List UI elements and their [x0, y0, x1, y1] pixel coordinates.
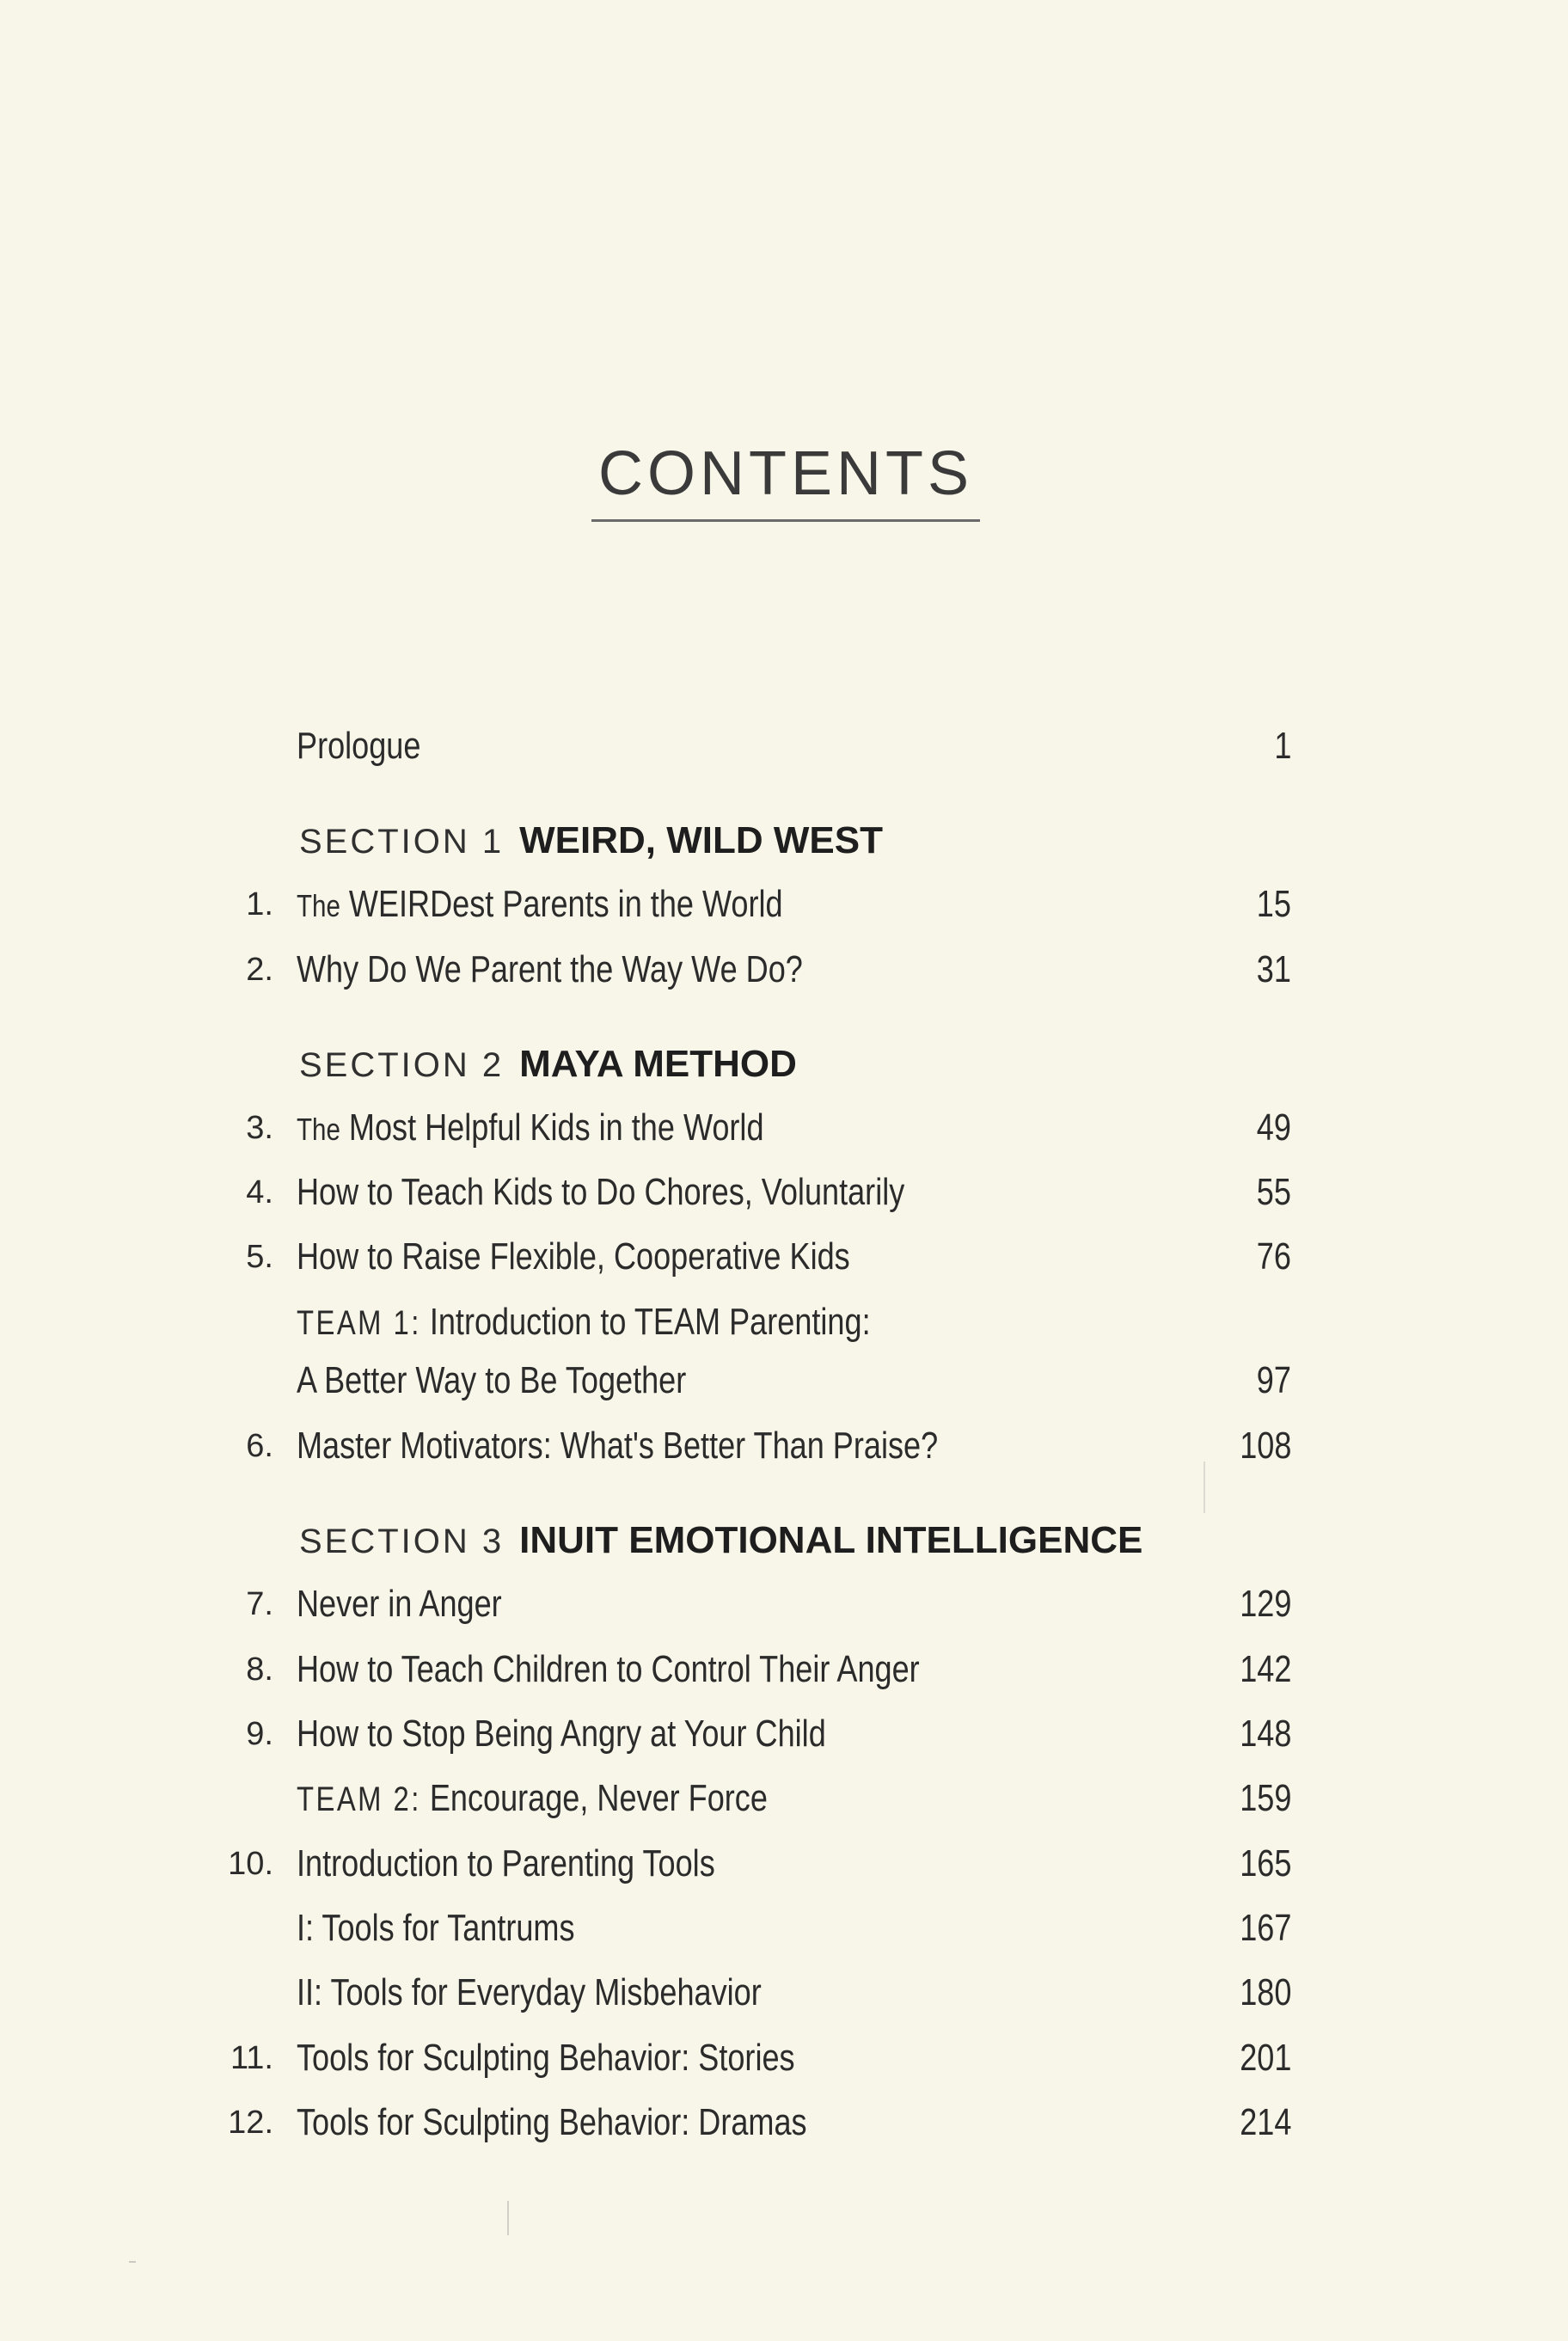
entry-prefix: The	[297, 888, 340, 923]
entry-page: 55	[1256, 1171, 1291, 1213]
toc-entry-9[interactable]	[0, 1708, 1568, 1760]
toc-entry-5[interactable]	[0, 1231, 1568, 1283]
entry-title: How to Raise Flexible, Cooperative Kids	[297, 1235, 850, 1278]
entry-page: 167	[1239, 1907, 1291, 1949]
toc-entry-8[interactable]	[0, 1644, 1568, 1695]
entry-page: 1	[1273, 725, 1291, 767]
entry-number: 11.	[230, 2040, 273, 2076]
toc-entry-team2[interactable]	[0, 1773, 1568, 1824]
entry-page: 31	[1256, 948, 1291, 990]
entry-title: Tools for Sculpting Behavior: Dramas	[297, 2101, 807, 2143]
entry-number: 3.	[246, 1110, 273, 1146]
entry-title-line2: A Better Way to Be Together	[297, 1359, 687, 1401]
entry-title: Never in Anger	[297, 1583, 502, 1625]
toc-entry-11[interactable]	[0, 2032, 1568, 2084]
team-label: TEAM 2:	[297, 1780, 421, 1818]
entry-number: 9.	[246, 1716, 273, 1752]
section-title: WEIRD, WILD WEST	[519, 819, 883, 861]
entry-page: 180	[1239, 1971, 1291, 2013]
entry-title: Most Helpful Kids in the World	[348, 1106, 764, 1149]
scan-mark	[507, 2201, 509, 2235]
entry-number: 7.	[246, 1586, 273, 1622]
entry-title: Master Motivators: What's Better Than Praise?	[297, 1425, 939, 1467]
entry-title: Why Do We Parent the Way We Do?	[297, 948, 803, 990]
toc-entry-12[interactable]	[0, 2097, 1568, 2148]
entry-page: 108	[1239, 1425, 1291, 1467]
toc-entry-team1-cont[interactable]	[0, 1355, 1568, 1406]
section-heading-3	[0, 1515, 1568, 1566]
toc-entry-4[interactable]	[0, 1167, 1568, 1218]
scan-mark	[129, 2261, 136, 2263]
toc-entry-team1[interactable]	[0, 1296, 1568, 1348]
toc-subentry-10-ii[interactable]	[0, 1967, 1568, 2019]
toc-entry-7[interactable]	[0, 1578, 1568, 1630]
section-label: SECTION 3	[299, 1523, 505, 1560]
section-label: SECTION 2	[299, 1046, 505, 1084]
entry-number: 4.	[246, 1174, 273, 1210]
entry-title: How to Teach Children to Control Their Anger	[297, 1648, 920, 1690]
toc-entry-1[interactable]	[0, 879, 1568, 930]
toc-entry-3[interactable]	[0, 1102, 1568, 1154]
toc-entry-10[interactable]	[0, 1838, 1568, 1890]
entry-title: Introduction to Parenting Tools	[297, 1842, 715, 1884]
section-heading-1	[0, 815, 1568, 867]
entry-number: 6.	[246, 1428, 273, 1464]
entry-title: Prologue	[297, 725, 421, 767]
entry-title: Encourage, Never Force	[429, 1777, 768, 1819]
toc-entry-2[interactable]	[0, 944, 1568, 996]
entry-page: 148	[1239, 1713, 1291, 1755]
entry-title: I: Tools for Tantrums	[297, 1907, 575, 1949]
section-title: INUIT EMOTIONAL INTELLIGENCE	[519, 1519, 1143, 1561]
section-label: SECTION 1	[299, 823, 505, 861]
entry-prefix: The	[297, 1112, 340, 1147]
scan-mark	[1204, 1462, 1205, 1513]
toc-entry-prologue[interactable]	[0, 720, 1568, 772]
entry-title: Tools for Sculpting Behavior: Stories	[297, 2037, 795, 2079]
entry-title: II: Tools for Everyday Misbehavior	[297, 1971, 762, 2013]
entry-title: WEIRDest Parents in the World	[348, 883, 783, 925]
entry-page: 76	[1256, 1235, 1291, 1278]
entry-number: 12.	[228, 2105, 273, 2141]
section-title: MAYA METHOD	[519, 1043, 797, 1085]
entry-number: 8.	[246, 1652, 273, 1688]
entry-page: 97	[1256, 1359, 1291, 1401]
page-title: CONTENTS	[598, 439, 973, 508]
entry-page: 129	[1239, 1583, 1291, 1625]
entry-page: 214	[1239, 2101, 1291, 2143]
toc-subentry-10-i[interactable]	[0, 1903, 1568, 1954]
entry-title: How to Stop Being Angry at Your Child	[297, 1713, 826, 1755]
entry-title: How to Teach Kids to Do Chores, Voluntarily	[297, 1171, 905, 1213]
entry-page: 159	[1239, 1777, 1291, 1819]
entry-page: 201	[1239, 2037, 1291, 2079]
entry-number: 10.	[228, 1846, 273, 1882]
toc-entry-6[interactable]	[0, 1420, 1568, 1472]
entry-number: 5.	[246, 1239, 273, 1275]
entry-number: 2.	[246, 952, 273, 988]
title-underline	[591, 519, 980, 522]
entry-page: 165	[1239, 1842, 1291, 1884]
section-heading-2	[0, 1039, 1568, 1090]
entry-page: 142	[1239, 1648, 1291, 1690]
entry-page: 49	[1256, 1106, 1291, 1149]
entry-page: 15	[1256, 883, 1291, 925]
team-label: TEAM 1:	[297, 1304, 421, 1342]
entry-number: 1.	[246, 886, 273, 922]
entry-title: Introduction to TEAM Parenting:	[429, 1301, 871, 1343]
